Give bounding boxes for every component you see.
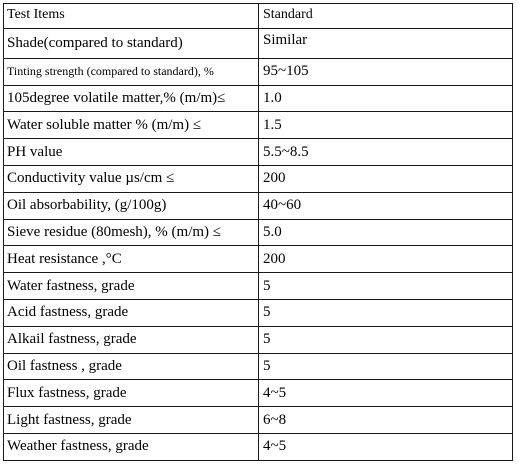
row-item-label: Light fastness, grade	[4, 407, 259, 434]
row-standard-value: 200	[259, 246, 513, 273]
table-row	[4, 273, 513, 300]
row-item-label: Weather fastness, grade	[4, 433, 259, 460]
row-standard-value: 5	[259, 353, 513, 380]
row-item-label: Alkail fastness, grade	[4, 326, 259, 353]
table-row	[4, 219, 513, 246]
header-standard: Standard	[259, 4, 513, 29]
table-row	[4, 353, 513, 380]
row-standard-value: 4~5	[259, 433, 513, 460]
row-standard-value: 6~8	[259, 407, 513, 434]
row-item-label: Oil fastness , grade	[4, 353, 259, 380]
header-test-items: Test Items	[4, 4, 259, 29]
table-row	[4, 433, 513, 460]
row-standard-value: 5	[259, 273, 513, 300]
table-row	[4, 299, 513, 326]
row-standard-value: 5	[259, 299, 513, 326]
table-row	[4, 165, 513, 192]
row-item-label: Acid fastness, grade	[4, 299, 259, 326]
table-row	[4, 326, 513, 353]
row-item-label: PH value	[4, 139, 259, 166]
specification-table	[3, 3, 513, 461]
row-item-label: Conductivity value µs/cm ≤	[4, 165, 259, 192]
row-item-label: Flux fastness, grade	[4, 380, 259, 407]
row-standard-value: 1.5	[259, 112, 513, 139]
row-standard-value: 5.0	[259, 219, 513, 246]
table-row	[4, 112, 513, 139]
row-standard-value: 200	[259, 165, 513, 192]
row-item-label: 105degree volatile matter,% (m/m)≤	[4, 85, 259, 112]
row-standard-value: 40~60	[259, 192, 513, 219]
row-item-label: Sieve residue (80mesh), % (m/m) ≤	[4, 219, 259, 246]
row-standard-value: 5.5~8.5	[259, 139, 513, 166]
table-header-row	[4, 4, 513, 29]
row-item-label: Tinting strength (compared to standard), %	[4, 58, 259, 85]
row-item-label: Water soluble matter % (m/m) ≤	[4, 112, 259, 139]
row-standard-value: 4~5	[259, 380, 513, 407]
row-standard-value: Similar	[259, 29, 513, 59]
table-row	[4, 407, 513, 434]
row-standard-value: 95~105	[259, 58, 513, 85]
table-row	[4, 85, 513, 112]
table-row	[4, 139, 513, 166]
table-row	[4, 58, 513, 85]
table-row	[4, 380, 513, 407]
row-item-label: Shade(compared to standard)	[4, 29, 259, 59]
row-standard-value: 5	[259, 326, 513, 353]
table-row	[4, 192, 513, 219]
row-item-label: Water fastness, grade	[4, 273, 259, 300]
table-row	[4, 246, 513, 273]
table-row	[4, 29, 513, 59]
row-standard-value: 1.0	[259, 85, 513, 112]
row-item-label: Heat resistance ,°C	[4, 246, 259, 273]
row-item-label: Oil absorbability, (g/100g)	[4, 192, 259, 219]
